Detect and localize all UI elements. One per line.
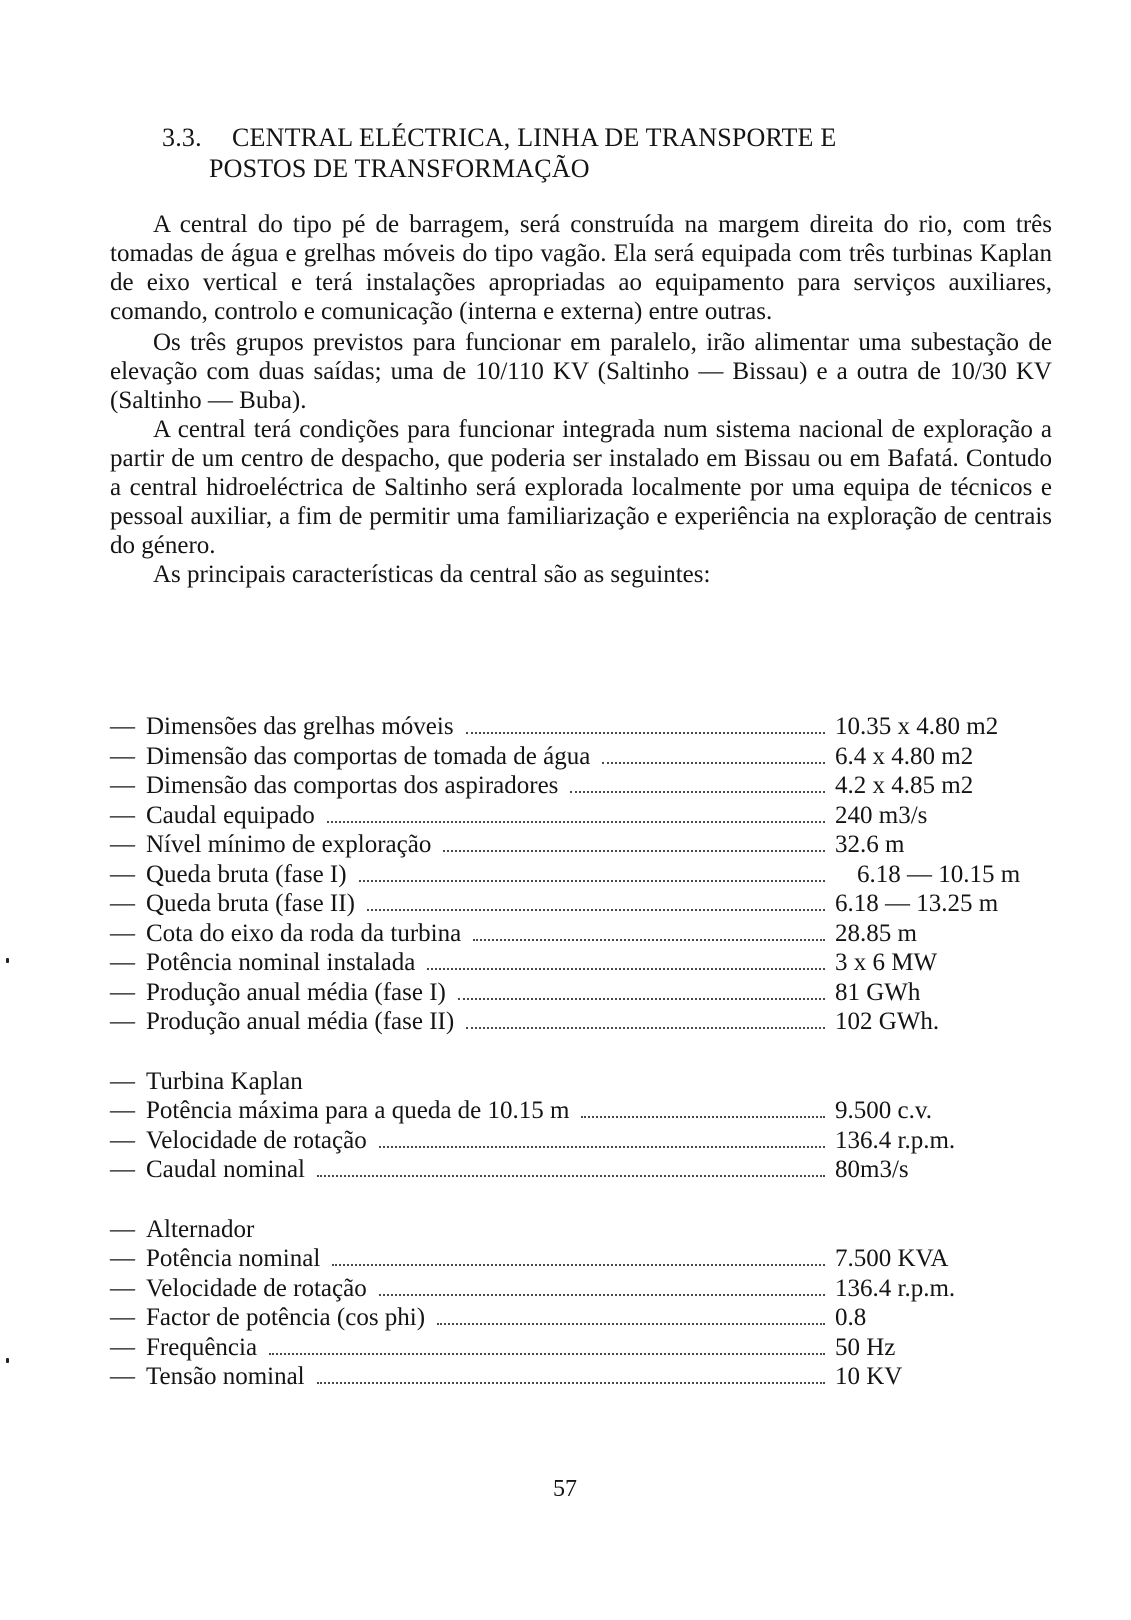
dash: — xyxy=(110,1097,135,1124)
scan-speck xyxy=(6,958,9,963)
page-number: 57 xyxy=(553,1476,577,1502)
dash: — xyxy=(110,742,135,770)
dash: — xyxy=(110,978,135,1006)
spec-value: 10.35 x 4.80 m2 xyxy=(835,713,999,740)
spec-label: Potência nominal instalada xyxy=(146,949,416,976)
section-number: 3.3. xyxy=(162,123,202,152)
specifications-list xyxy=(110,712,1050,1422)
scan-speck xyxy=(6,1358,9,1363)
spec-value: 28.85 m xyxy=(835,919,917,947)
dash: — xyxy=(110,1245,135,1272)
spec-value: 50 Hz xyxy=(835,1333,896,1361)
spec-label: Caudal nominal xyxy=(146,1156,305,1183)
dash: — xyxy=(110,1363,135,1390)
dash: — xyxy=(110,1067,135,1095)
spec-row xyxy=(110,1126,1050,1156)
dash: — xyxy=(110,1126,135,1154)
central-specs-group xyxy=(110,712,1050,1037)
dash: — xyxy=(110,1274,135,1302)
spec-row xyxy=(110,1096,1050,1126)
dot-leader xyxy=(332,1250,825,1266)
turbine-specs-group xyxy=(110,1067,1050,1185)
spec-row xyxy=(110,1244,1050,1274)
spec-label: Cota do eixo da roda da turbina xyxy=(146,919,462,947)
spec-label: Produção anual média (fase II) xyxy=(146,1008,455,1035)
dash: — xyxy=(110,1156,135,1183)
spec-row xyxy=(110,801,1050,831)
section-title-line2: POSTOS DE TRANSFORMAÇÃO xyxy=(209,154,590,183)
spec-label: Velocidade de rotação xyxy=(146,1274,367,1302)
turbine-title: Turbina Kaplan xyxy=(146,1067,303,1095)
spec-value: 32.6 m xyxy=(835,831,905,858)
spec-row xyxy=(110,1155,1050,1185)
spec-row xyxy=(110,1274,1050,1304)
spec-label: Factor de potência (cos phi) xyxy=(146,1304,426,1331)
spec-row xyxy=(110,1362,1050,1392)
dot-leader xyxy=(269,1339,825,1355)
dash: — xyxy=(110,890,135,917)
body-text xyxy=(110,210,1052,589)
spec-label: Caudal equipado xyxy=(146,801,315,829)
spec-row xyxy=(110,712,1050,742)
spec-label: Potência máxima para a queda de 10.15 m xyxy=(146,1097,570,1124)
spec-row xyxy=(110,919,1050,949)
dot-leader xyxy=(466,1013,825,1029)
spec-row xyxy=(110,948,1050,978)
dash: — xyxy=(110,1333,135,1361)
dot-leader xyxy=(570,777,825,793)
spec-row xyxy=(110,889,1050,919)
spec-value: 7.500 KVA xyxy=(835,1245,949,1272)
spec-row xyxy=(110,771,1050,801)
dot-leader xyxy=(317,1161,825,1177)
paragraph-2: Os três grupos previstos para funcionar em paralelo, irão alimentar uma subestação de elevação com duas saídas; uma de 10/110 KV (Saltinho — Bissau) e a outra de 10/30 KV (Saltinho — Buba). xyxy=(110,329,1052,414)
spec-label: Dimensão das comportas de tomada de água xyxy=(146,742,591,770)
dash: — xyxy=(110,919,135,947)
spec-row xyxy=(110,830,1050,860)
spec-value: 80m3/s xyxy=(835,1156,909,1183)
alternator-title-row xyxy=(110,1215,1050,1245)
spec-value: 240 m3/s xyxy=(835,801,928,829)
spec-row xyxy=(110,1333,1050,1363)
dash: — xyxy=(110,713,135,740)
dash: — xyxy=(110,1215,135,1243)
spec-value: 6.4 x 4.80 m2 xyxy=(835,742,974,770)
dot-leader xyxy=(443,836,825,852)
dot-leader xyxy=(581,1102,825,1118)
spec-value: 81 GWh xyxy=(835,978,921,1006)
dot-leader xyxy=(367,895,825,911)
spec-row xyxy=(110,1007,1050,1037)
dot-leader xyxy=(458,984,825,1000)
dash: — xyxy=(110,772,135,799)
dash: — xyxy=(110,1304,135,1331)
spec-value: 4.2 x 4.85 m2 xyxy=(835,772,974,799)
spec-label: Tensão nominal xyxy=(146,1363,305,1390)
spec-label: Queda bruta (fase I) xyxy=(146,860,347,888)
dot-leader xyxy=(437,1309,825,1325)
dot-leader xyxy=(473,925,825,941)
spec-value: 9.500 c.v. xyxy=(835,1097,932,1124)
dash: — xyxy=(110,1008,135,1035)
spec-value: 102 GWh. xyxy=(835,1008,940,1035)
alternator-title: Alternador xyxy=(146,1215,255,1243)
dot-leader xyxy=(359,866,825,882)
dot-leader xyxy=(317,1368,825,1384)
spec-label: Dimensões das grelhas móveis xyxy=(146,713,454,740)
dot-leader xyxy=(427,954,825,970)
spec-label: Velocidade de rotação xyxy=(146,1126,367,1154)
dash: — xyxy=(110,831,135,858)
spec-value: 3 x 6 MW xyxy=(835,949,938,976)
spec-row xyxy=(110,1303,1050,1333)
dash: — xyxy=(110,860,135,888)
spec-value: 6.18 — 10.15 m xyxy=(857,860,1021,888)
turbine-title-row xyxy=(110,1067,1050,1097)
spec-value: 136.4 r.p.m. xyxy=(835,1274,956,1302)
dot-leader xyxy=(602,748,825,764)
dot-leader xyxy=(466,718,825,734)
paragraph-3: A central terá condições para funcionar integrada num sistema nacional de exploração a partir de um centro de despacho, que poderia ser instalado em Bissau ou em Bafatá. Contudo a central hidroeléctrica de Saltinho será explorada localmente por uma equipa de técnicos e pessoal auxiliar, a fim de permitir uma familiarização e experiência na exploração de centrais do género. xyxy=(110,416,1052,559)
dash: — xyxy=(110,801,135,829)
paragraph-1: A central do tipo pé de barragem, será construída na margem direita do rio, com três tomadas de água e grelhas móveis do tipo vagão. Ela será equipada com três turbinas Kaplan de eixo vertical e terá instalações apropriadas ao equipamento para serviços auxiliares, comando, controlo e comunicação (interna e externa) entre outras. xyxy=(110,211,1052,325)
spec-value: 10 KV xyxy=(835,1363,903,1390)
spec-row xyxy=(110,742,1050,772)
alternator-specs-group xyxy=(110,1215,1050,1392)
spec-value: 0.8 xyxy=(835,1304,867,1331)
spec-row xyxy=(110,860,1050,890)
spec-label: Produção anual média (fase I) xyxy=(146,978,446,1006)
dot-leader xyxy=(327,807,825,823)
section-heading xyxy=(162,122,922,184)
spec-label: Frequência xyxy=(146,1333,258,1361)
spec-value: 6.18 — 13.25 m xyxy=(835,890,999,917)
spec-value: 136.4 r.p.m. xyxy=(835,1126,956,1154)
spec-label: Queda bruta (fase II) xyxy=(146,890,355,917)
spec-label: Potência nominal xyxy=(146,1245,321,1272)
dot-leader xyxy=(379,1132,825,1148)
section-title-line1: CENTRAL ELÉCTRICA, LINHA DE TRANSPORTE E xyxy=(232,123,837,152)
spec-row xyxy=(110,978,1050,1008)
dot-leader xyxy=(379,1280,825,1296)
dash: — xyxy=(110,949,135,976)
paragraph-4: As principais características da central são as seguintes: xyxy=(153,561,711,588)
spec-label: Dimensão das comportas dos aspiradores xyxy=(146,772,559,799)
spec-label: Nível mínimo de exploração xyxy=(146,831,432,858)
